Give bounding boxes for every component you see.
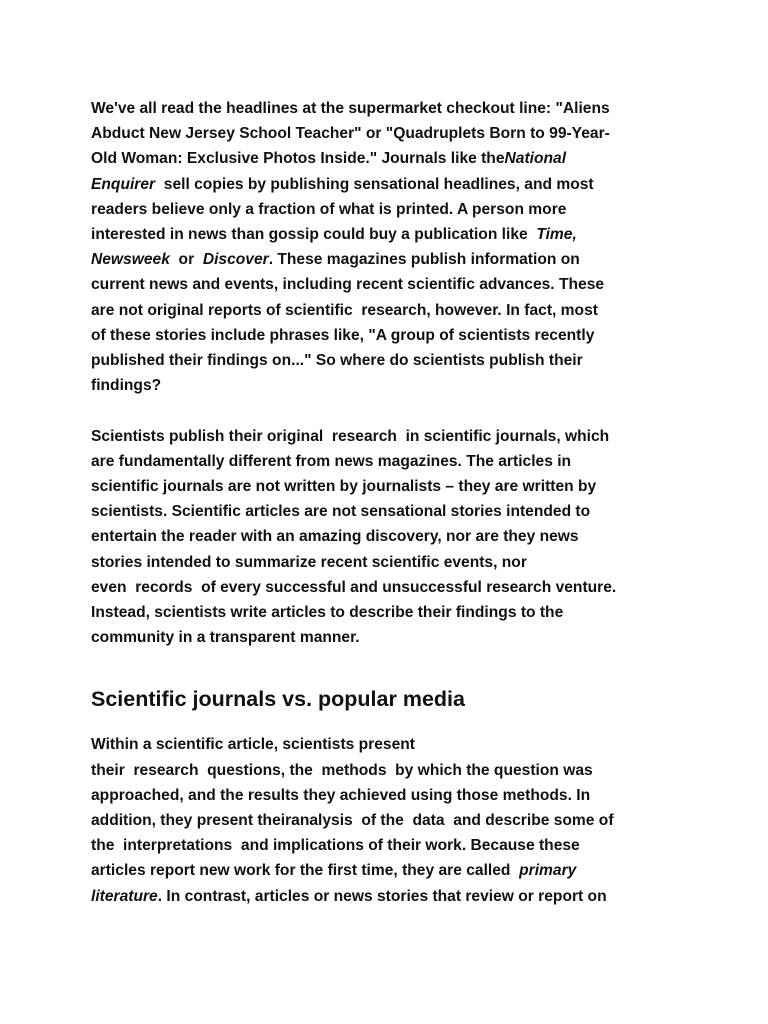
text-line: Abduct New Jersey School Teacher" or "Quadruplets Born to 99-Year- (91, 125, 610, 143)
text-run: Old Woman: Exclusive Photos Inside." Journals like the (91, 150, 505, 168)
text-line (91, 146, 691, 171)
paragraph-scientific-journals (91, 424, 691, 651)
text-line: of these stories include phrases like, "A group of scientists recently (91, 326, 595, 344)
text-line: approached, and the results they achieved using those methods. In (91, 786, 591, 804)
section-heading: Scientific journals vs. popular media (91, 687, 465, 712)
text-run: . In contrast, articles or news stories that review or report on (157, 887, 607, 905)
text-line: are fundamentally different from news magazines. The articles in (91, 452, 572, 470)
text-line: community in a transparent manner. (91, 629, 360, 647)
text-line: entertain the reader with an amazing discovery, nor are they news (91, 528, 579, 546)
text-line: the interpretations and implications of their work. Because these (91, 837, 580, 855)
text-line (91, 858, 691, 883)
text-line: readers believe only a fraction of what is printed. A person more (91, 200, 567, 218)
text-run: articles report new work for the first time, they are called (91, 862, 520, 880)
magazine-title-discover: Discover (202, 251, 269, 269)
text-line: Within a scientific article, scientists present (91, 736, 415, 754)
text-line: Scientists publish their original research in scientific journals, which (91, 427, 610, 445)
text-line (91, 172, 691, 197)
text-line: scientists. Scientific articles are not sensational stories intended to (91, 503, 591, 521)
text-line (91, 222, 691, 247)
text-line: published their findings on..." So where do scientists publish their (91, 352, 583, 370)
text-line: are not original reports of scientific research, however. In fact, most (91, 301, 598, 319)
paragraph-headlines (91, 96, 691, 398)
term-primary: primary (519, 862, 577, 880)
text-line: We've all read the headlines at the supermarket checkout line: "Aliens (91, 100, 610, 117)
text-line: stories intended to summarize recent scientific events, nor (91, 553, 527, 571)
text-line: addition, they present theiranalysis of the data and describe some of (91, 812, 614, 830)
magazine-title-newsweek: Newsweek (91, 251, 170, 269)
text-run: interested in news than gossip could buy a publication like (91, 226, 537, 244)
journal-title-national-enquirer: National (504, 150, 567, 168)
text-line: their research questions, the methods by which the question was (91, 761, 593, 779)
text-line: scientific journals are not written by journalists – they are written by (91, 478, 597, 496)
text-line: Instead, scientists write articles to describe their findings to the (91, 604, 564, 622)
text-line: even records of every successful and unsuccessful research venture. (91, 578, 617, 596)
text-line (91, 247, 691, 272)
text-run: . These magazines publish information on (268, 251, 580, 269)
term-literature: literature (91, 887, 158, 905)
journal-title-enquirer: Enquirer (91, 175, 156, 193)
document-page (91, 96, 691, 909)
text-run: sell copies by publishing sensational headlines, and most (155, 175, 594, 193)
paragraph-primary-literature (91, 732, 691, 908)
magazine-title-time: Time, (536, 226, 577, 244)
text-line: current news and events, including recent scientific advances. These (91, 276, 605, 294)
text-run: or (169, 251, 203, 269)
text-line: findings? (91, 377, 162, 395)
text-line (91, 884, 691, 909)
